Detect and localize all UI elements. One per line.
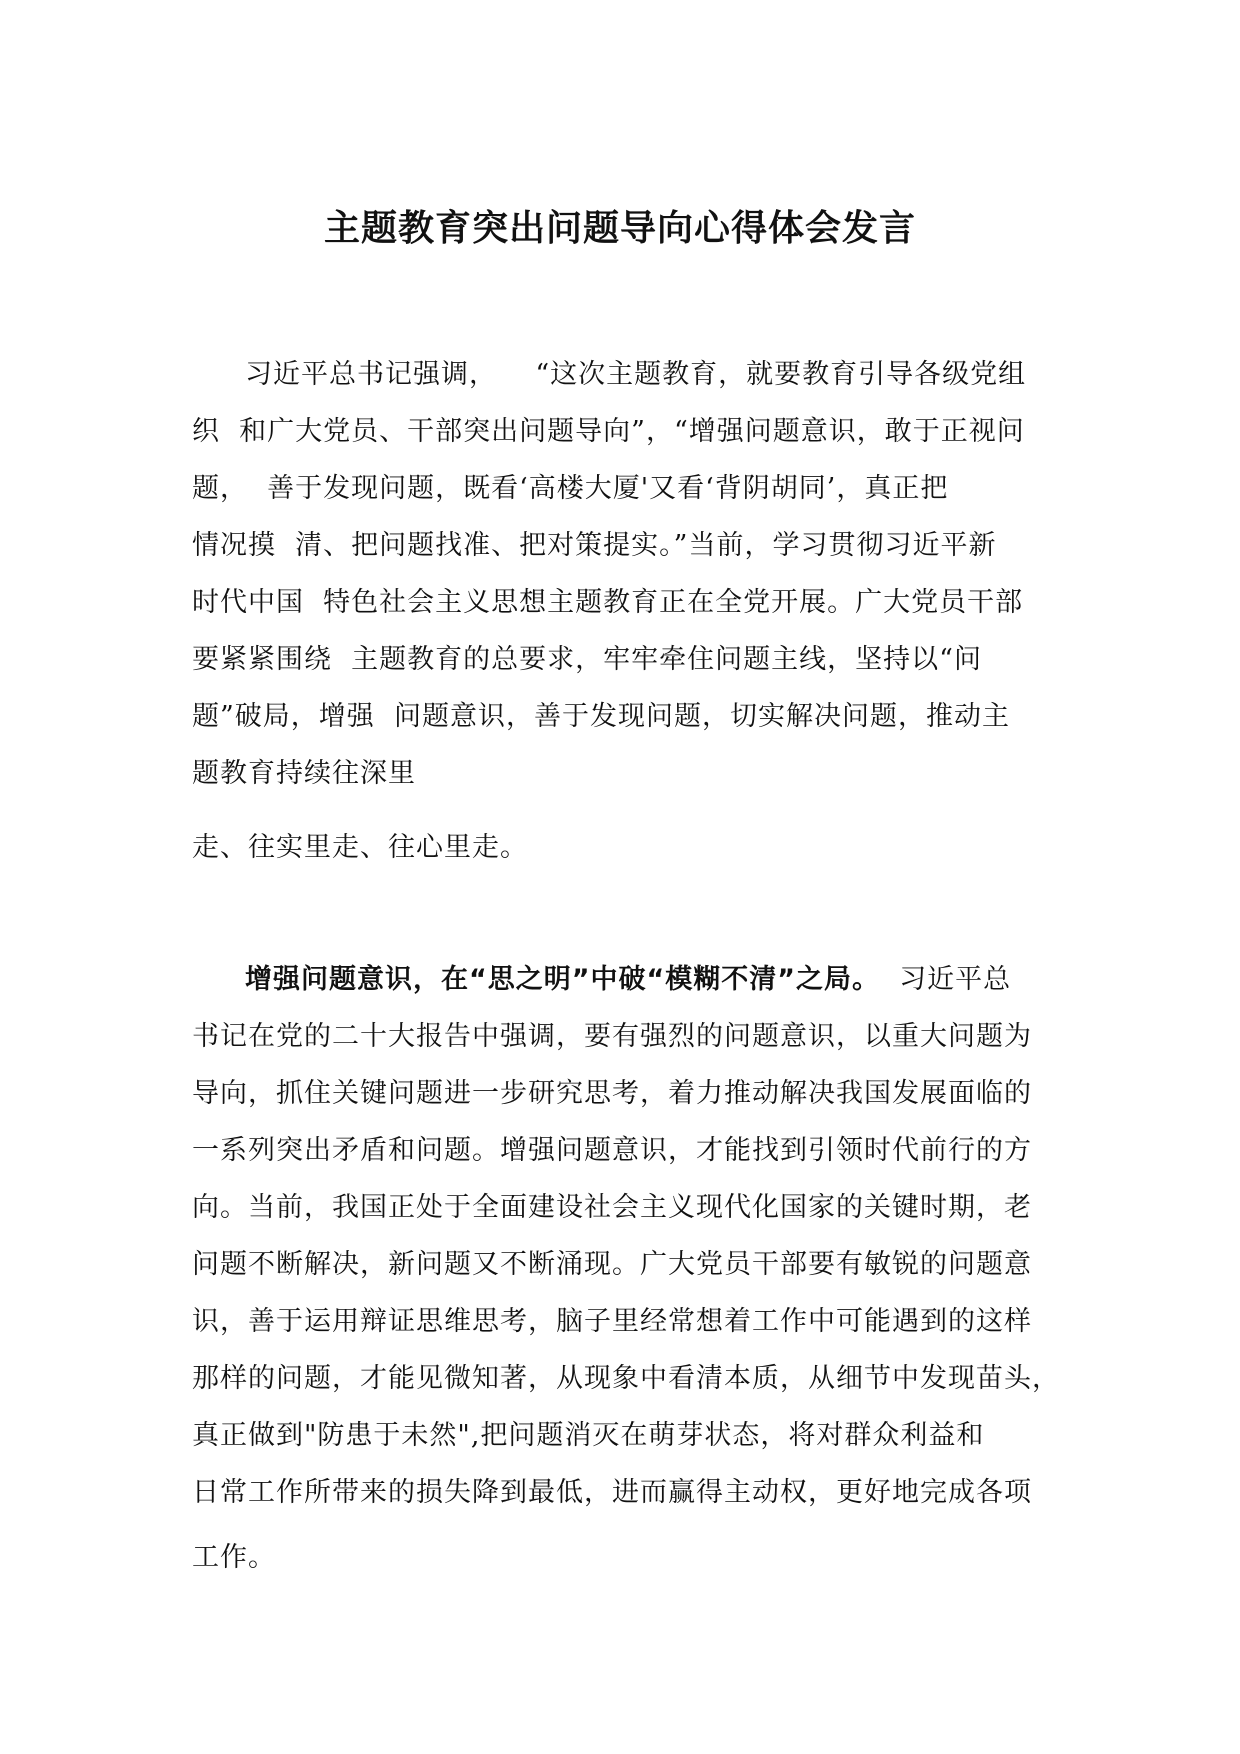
paragraph-2-line-3: 导向，抓住关键问题进一步研究思考，着力推动解决我国发展面临的 bbox=[192, 1078, 1032, 1109]
paragraph-2-first-line-rest: 习近平总 bbox=[879, 964, 1012, 995]
paragraph-1-line-7: 题”破局，增强 问题意识，善于发现问题，切实解决问题，推动主 bbox=[192, 701, 1010, 732]
paragraph-2-line-2: 书记在党的二十大报告中强调，要有强烈的问题意识，以重大问题为 bbox=[192, 1021, 1032, 1052]
paragraph-1-line-2: 织 和广大党员、干部突出问题导向”，“增强问题意识，敢于正视问 bbox=[192, 416, 1025, 447]
paragraph-2-line-8: 那样的问题，才能见微知著，从现象中看清本质，从细节中发现苗头， bbox=[192, 1363, 1060, 1394]
paragraph-1-line-1: 习近平总书记强调， “这次主题教育，就要教育引导各级党组 bbox=[245, 359, 1027, 390]
paragraph-2-line-5: 向。当前，我国正处于全面建设社会主义现代化国家的关键时期，老 bbox=[192, 1192, 1032, 1223]
paragraph-1-line-8: 题教育持续往深里 bbox=[192, 758, 416, 789]
paragraph-1-line-6: 要紧紧围绕 主题教育的总要求，牢牢牵住问题主线，坚持以“问 bbox=[192, 644, 982, 675]
paragraph-2-line-1 bbox=[245, 960, 1011, 1000]
paragraph-2-heading: 增强问题意识，在“思之明”中破“模糊不清”之局。 bbox=[245, 964, 880, 995]
paragraph-2-line-4: 一系列突出矛盾和问题。增强问题意识，才能找到引领时代前行的方 bbox=[192, 1135, 1032, 1166]
paragraph-2-line-11: 工作。 bbox=[192, 1542, 276, 1573]
paragraph-2-line-9: 真正做到"防患于未然",把问题消灭在萌芽状态，将对群众利益和 bbox=[192, 1420, 985, 1451]
paragraph-2-line-10: 日常工作所带来的损失降到最低，进而赢得主动权，更好地完成各项 bbox=[192, 1477, 1032, 1508]
document-title: 主题教育突出问题导向心得体会发言 bbox=[323, 208, 916, 249]
paragraph-2-line-6: 问题不断解决，新问题又不断涌现。广大党员干部要有敏锐的问题意 bbox=[192, 1249, 1032, 1280]
paragraph-1-line-4: 情况摸 清、把问题找准、把对策提实。”当前，学习贯彻习近平新 bbox=[192, 530, 997, 561]
paragraph-2-line-7: 识，善于运用辩证思维思考，脑子里经常想着工作中可能遇到的这样 bbox=[192, 1306, 1032, 1337]
paragraph-1-line-3: 题， 善于发现问题，既看‘高楼大厦'又看‘背阴胡同’，真正把 bbox=[192, 473, 949, 504]
paragraph-1-line-9: 走、往实里走、往心里走。 bbox=[192, 832, 528, 863]
paragraph-1-line-5: 时代中国 特色社会主义思想主题教育正在全党开展。广大党员干部 bbox=[192, 587, 1024, 618]
